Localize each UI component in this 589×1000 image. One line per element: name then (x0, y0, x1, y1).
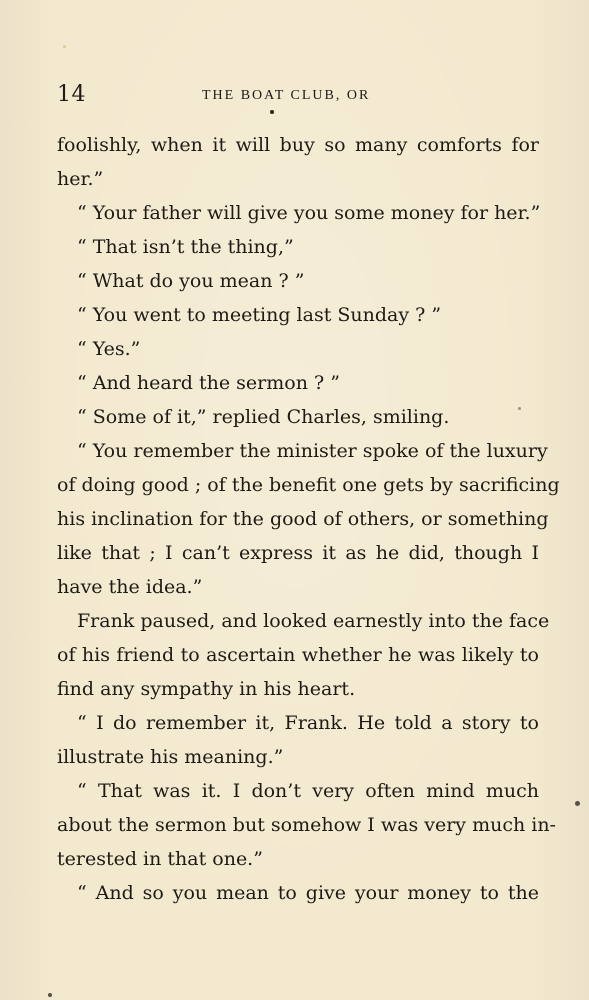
body-text (57, 128, 560, 910)
text-line: “ Your father will give you some money for her.” (77, 202, 541, 224)
text-line: like that ; I can’t express it as he did, though I (57, 542, 539, 564)
text-line: “ I do remember it, Frank. He told a story to (77, 712, 539, 734)
text-line: “ You remember the minister spoke of the luxury (77, 440, 548, 462)
paper-speck (575, 801, 580, 806)
text-line: “ And so you mean to give your money to the (77, 882, 539, 904)
ink-dot (270, 110, 274, 114)
paper-speck (63, 45, 66, 48)
running-head: THE BOAT CLUB, OR (202, 88, 371, 103)
text-line: Frank paused, and looked earnestly into the face (77, 610, 550, 632)
text-line: foolishly, when it will buy so many comforts for (57, 134, 539, 156)
text-line: of his friend to ascertain whether he was likely to (57, 644, 539, 666)
text-line: of doing good ; of the benefit one gets by sacrificing (57, 474, 560, 496)
text-line: have the idea.” (57, 576, 203, 598)
page-number: 14 (57, 82, 86, 107)
paper-speck (48, 993, 52, 997)
page-header (57, 82, 534, 108)
paper-speck (518, 407, 521, 410)
text-line: her.” (57, 168, 104, 190)
text-line: illustrate his meaning.” (57, 746, 284, 768)
text-line: “ You went to meeting last Sunday ? ” (77, 304, 442, 326)
text-line: “ That isn’t the thing,” (77, 236, 294, 258)
text-line: terested in that one.” (57, 848, 263, 870)
text-line: “ What do you mean ? ” (77, 270, 305, 292)
text-line: “ And heard the sermon ? ” (77, 372, 340, 394)
text-line: “ Some of it,” replied Charles, smiling. (77, 406, 450, 428)
text-line: “ Yes.” (77, 338, 141, 360)
text-line: about the sermon but somehow I was very much in- (57, 814, 556, 836)
text-line: his inclination for the good of others, or something (57, 508, 549, 530)
text-line: find any sympathy in his heart. (57, 678, 356, 700)
text-line: “ That was it. I don’t very often mind much (77, 780, 539, 802)
